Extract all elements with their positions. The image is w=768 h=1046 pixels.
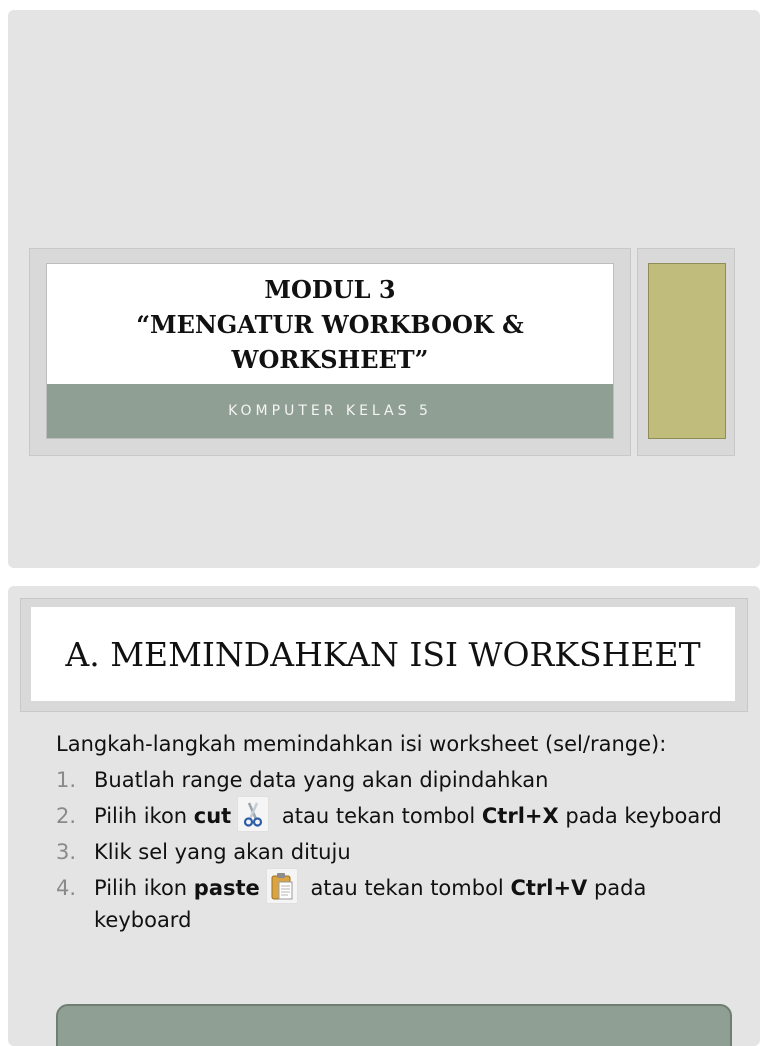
step-text: Buatlah range data yang akan dipindahkan (94, 768, 549, 792)
list-item (56, 836, 736, 868)
step-shortcut-ctrl-v: Ctrl+V (510, 876, 588, 900)
step-text-mid: atau tekan tombol (275, 804, 482, 828)
steps-list (56, 764, 736, 936)
heading-card (31, 607, 735, 701)
list-item (56, 800, 736, 832)
slide-title (47, 272, 613, 377)
step-number: 1. (56, 768, 77, 792)
bottom-note-box (56, 1004, 732, 1046)
step-text-pre: Pilih ikon (94, 804, 194, 828)
step-text (94, 872, 736, 936)
list-item (56, 872, 736, 936)
step-text (94, 800, 736, 832)
slide-subtitle: KOMPUTER KELAS 5 (228, 403, 432, 419)
title-line-3: WORKSHEET” (231, 345, 429, 374)
step-keyword-paste: paste (193, 876, 260, 900)
step-text-post: pada keyboard (558, 804, 722, 828)
slide-content (56, 728, 736, 940)
clipboard-icon (266, 868, 298, 904)
step-number: 2. (56, 804, 77, 828)
accent-block (648, 263, 726, 439)
slide-2 (8, 586, 760, 1046)
heading-frame (20, 598, 748, 712)
step-text-mid: atau tekan tombol (303, 876, 511, 900)
step-keyword-cut: cut (193, 804, 232, 828)
step-text-post: pada keyboard (94, 876, 647, 932)
slide-heading: A. MEMINDAHKAN ISI WORKSHEET (65, 634, 701, 674)
intro-text: Langkah-langkah memindahkan isi worksheet (sel/range): (56, 732, 667, 756)
title-line-2: “MENGATUR WORKBOOK & (136, 310, 524, 339)
list-item (56, 764, 736, 796)
step-text-pre: Pilih ikon (94, 876, 194, 900)
title-card (46, 263, 614, 439)
step-shortcut-ctrl-x: Ctrl+X (481, 804, 559, 828)
accent-frame (637, 248, 735, 456)
scissors-icon (237, 796, 269, 832)
step-text: Klik sel yang akan dituju (94, 840, 351, 864)
step-number: 3. (56, 840, 77, 864)
slide-1 (8, 10, 760, 568)
title-frame (29, 248, 631, 456)
subtitle-band (47, 384, 613, 438)
step-number: 4. (56, 876, 77, 900)
title-line-1: MODUL 3 (264, 275, 396, 304)
